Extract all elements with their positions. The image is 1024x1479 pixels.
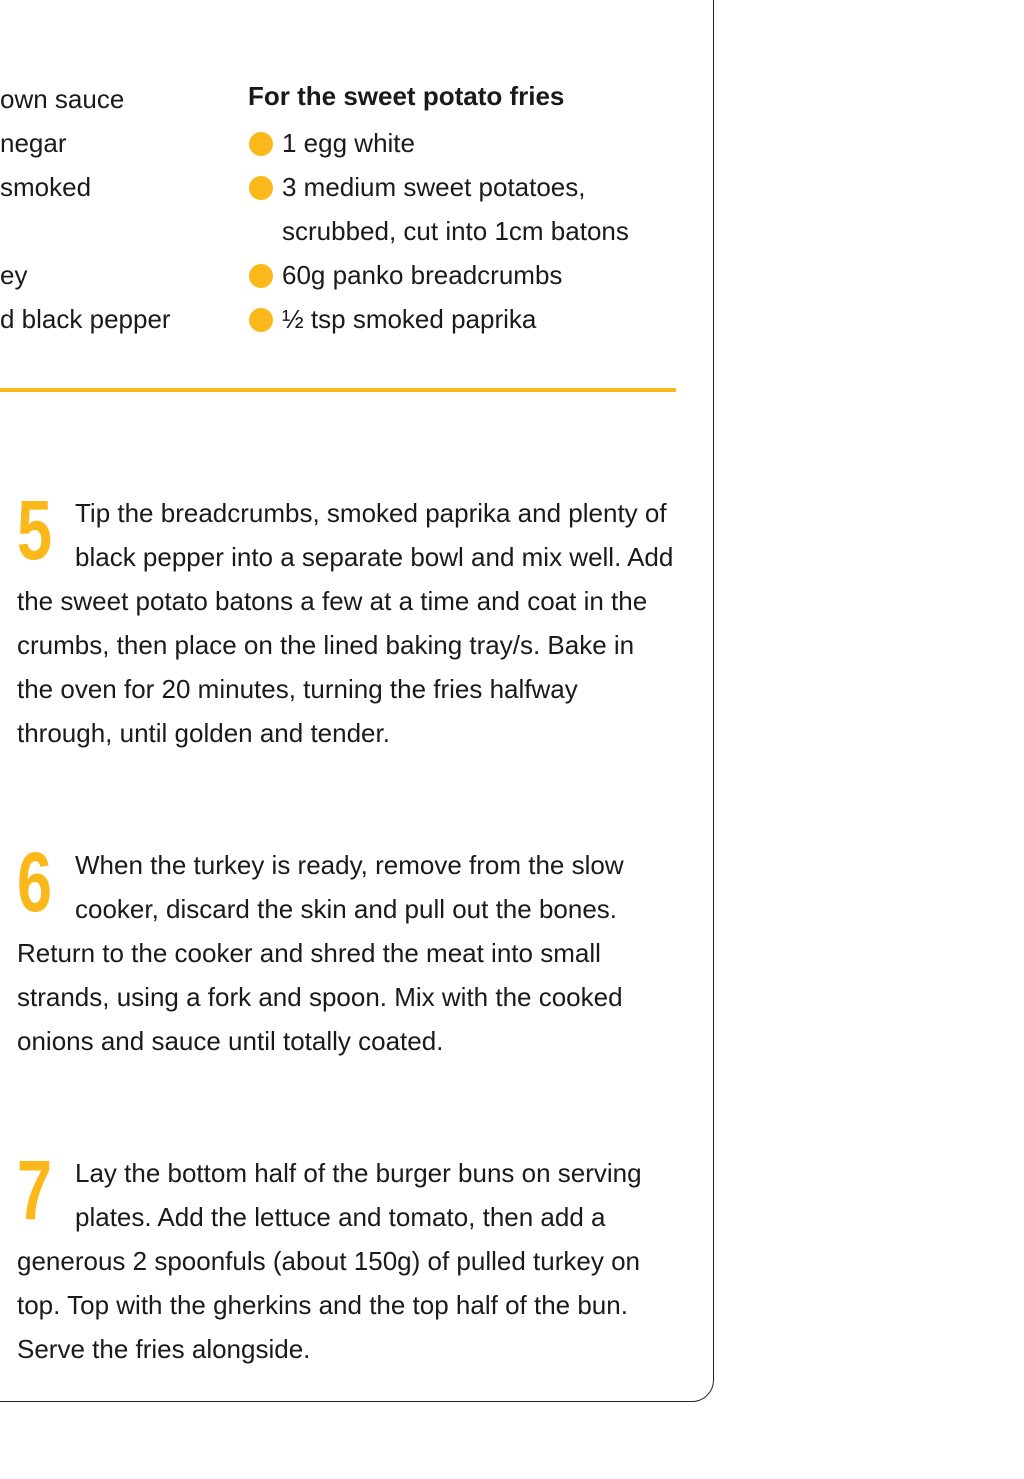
- bullet-dot-icon: [249, 176, 273, 200]
- step-text: Lay the bottom half of the burger buns on serving plates. Add the lettuce and tomato, then add a generous 2 spoonfuls (about 150g) of pulled turkey on top. Top with the gherkins and the top half of the bun. Serve the fries alongside.: [17, 1158, 642, 1364]
- ingredient-text: ½ tsp smoked paprika: [282, 304, 537, 334]
- section-divider: [0, 388, 676, 392]
- ingredient-item: [248, 297, 688, 341]
- step-number: 7: [17, 1143, 53, 1237]
- ingredient-item: [0, 165, 210, 209]
- ingredient-text: 1 egg white: [282, 128, 415, 158]
- sweet-potato-fries-ingredients: [248, 77, 688, 341]
- step-number: 6: [17, 835, 53, 929]
- ingredient-item: [0, 209, 210, 253]
- bullet-dot-icon: [249, 132, 273, 156]
- ingredient-item: [248, 165, 688, 253]
- method-step: [17, 835, 677, 1063]
- ingredient-item: [0, 253, 210, 297]
- ingredient-item: [0, 121, 210, 165]
- ingredient-text: ey: [0, 260, 28, 290]
- ingredients-list-cut-off: [0, 77, 210, 341]
- method-step: [17, 1143, 677, 1371]
- bullet-dot-icon: [249, 264, 273, 288]
- ingredient-item: [0, 297, 210, 341]
- ingredient-item: [248, 121, 688, 165]
- ingredient-text: smoked: [0, 172, 92, 202]
- ingredient-text: 3 medium sweet potatoes, scrubbed, cut into 1cm batons: [282, 172, 629, 246]
- step-number: 5: [17, 483, 53, 577]
- bullet-dot-icon: [249, 308, 273, 332]
- step-text: When the turkey is ready, remove from the slow cooker, discard the skin and pull out the bones. Return to the cooker and shred the meat into small strands, using a fork and spoon. Mix with the cooked onions and sauce until totally coated.: [17, 850, 624, 1056]
- ingredient-text: negar: [0, 128, 67, 158]
- ingredient-text: d black pepper: [0, 304, 171, 334]
- ingredient-item: [248, 253, 688, 297]
- ingredient-text: own sauce: [0, 84, 125, 114]
- step-text: Tip the breadcrumbs, smoked paprika and plenty of black pepper into a separate bowl and mix well. Add the sweet potato batons a few at a time and coat in the crumbs, then place on the lined baking tray/s. Bake in the oven for 20 minutes, turning the fries halfway through, until golden and tender.: [17, 498, 674, 748]
- ingredients-heading: For the sweet potato fries: [248, 81, 565, 111]
- method-step: [17, 483, 677, 755]
- ingredient-item: [0, 77, 210, 121]
- ingredient-text: 60g panko breadcrumbs: [282, 260, 563, 290]
